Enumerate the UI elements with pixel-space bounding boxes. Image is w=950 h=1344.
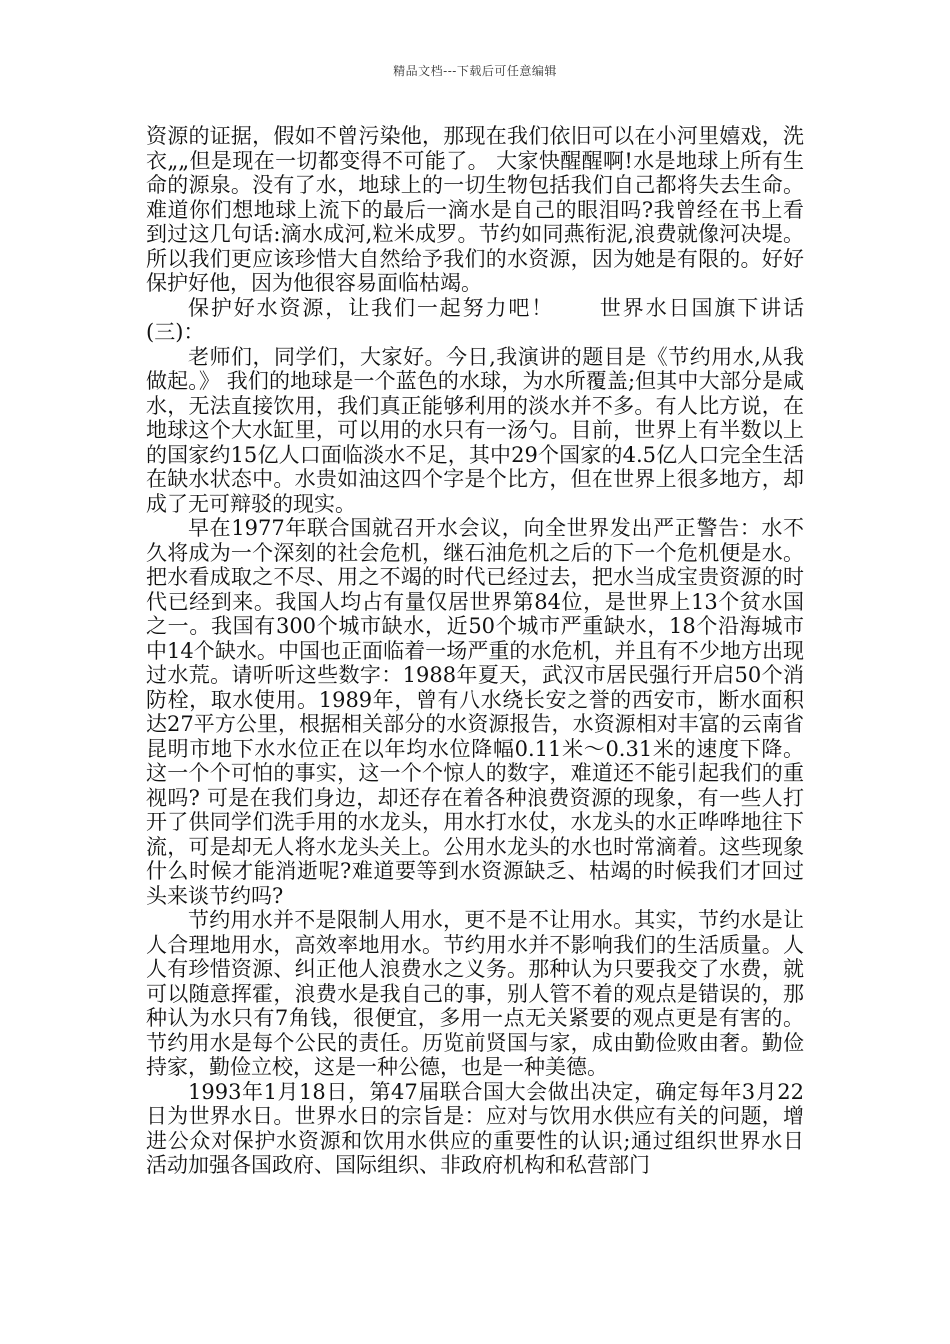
paragraph-6: 1993年1月18日，第47届联合国大会做出决定，确定每年3月22日为世界水日。世界水日的宗旨是：应对与饮用水供应有关的问题，增进公众对保护水资源和饮用水供应的重要性的认识;通过组织世界水日活动加强各国政府、国际组织、非政府机构和私营部门 — [146, 1079, 804, 1177]
body-text — [146, 124, 804, 1178]
paragraph-5: 节约用水并不是限制人用水，更不是不让用水。其实，节约水是让人合理地用水，高效率地用水。节约用水并不影响我们的生活质量。人人有珍惜资源、纠正他人浪费水之义务。那种认为只要我交了水费，就可以随意挥霍，浪费水是我自己的事，别人管不着的观点是错误的，那种认为水只有7角钱，很便宜，多用一点无关紧要的观点更是有害的。节约用水是每个公民的责任。历览前贤国与家，成由勤俭败由奢。勤俭持家，勤俭立校，这是一种公德，也是一种美德。 — [146, 908, 804, 1079]
paragraph-4: 早在1977年联合国就召开水会议，向全世界发出严正警告：水不久将成为一个深刻的社会危机，继石油危机之后的下一个危机便是水。把水看成取之不尽、用之不竭的时代已经过去，把水当成宝贵资源的时代已经到来。我国人均占有量仅居世界第84位，是世界上13个贫水国之一。我国有300个城市缺水，近50个城市严重缺水，18个沿海城市中14个缺水。中国也正面临着一场严重的水危机，并且有不少地方出现过水荒。请听听这些数字：1988年夏天，武汉市居民强行开启50个消防栓，取水使用。1989年，曾有八水绕长安之誉的西安市，断水面积达27平方公里，根据相关部分的水资源报告，水资源相对丰富的云南省昆明市地下水水位正在以年均水位降幅0.11米～0.31米的速度下降。这一个个可怕的事实，这一个个惊人的数字，难道还不能引起我们的重视吗? 可是在我们身边，却还存在着各种浪费资源的现象，有一些人打开了供同学们洗手用的水龙头，用水打水仗，水龙头的水正哗哗地往下流，可是却无人将水龙头关上。公用水龙头的水也时常滴着。这些现象什么时候才能消逝呢?难道要等到水资源缺乏、枯竭的时候我们才回过头来谈节约吗? — [146, 516, 804, 908]
paragraph-3: 老师们，同学们，大家好。今日,我演讲的题目是《节约用水,从我做起。》 我们的地球是一个蓝色的水球，为水所覆盖;但其中大部分是咸水，无法直接饮用，我们真正能够利用的淡水并不多。有人比方说，在地球这个大水缸里，可以用的水只有一汤勺。目前，世界上有半数以上的国家约15亿人口面临淡水不足，其中29个国家的4.5亿人口完全生活在缺水状态中。水贵如油这四个字是个比方，但在世界上很多地方，却成了无可辩驳的现实。 — [146, 344, 804, 516]
paragraph-1: 资源的证据，假如不曾污染他，那现在我们依旧可以在小河里嬉戏，洗衣„„但是现在一切都变得不可能了。 大家快醒醒啊!水是地球上所有生命的源泉。没有了水，地球上的一切生物包括我们自己都将失去生命。难道你们想地球上流下的最后一滴水是自己的眼泪吗?我曾经在书上看到过这几句话:滴水成河,粒米成罗。节约如同燕衔泥,浪费就像河决堤。所以我们更应该珍惜大自然给予我们的水资源，因为她是有限的。好好保护好他，因为他很容易面临枯竭。 — [146, 124, 804, 295]
page-header: 精品文档---下载后可任意编辑 — [393, 64, 557, 78]
paragraph-2: 保护好水资源，让我们一起努力吧！ 世界水日国旗下讲话(三)： — [146, 295, 804, 344]
